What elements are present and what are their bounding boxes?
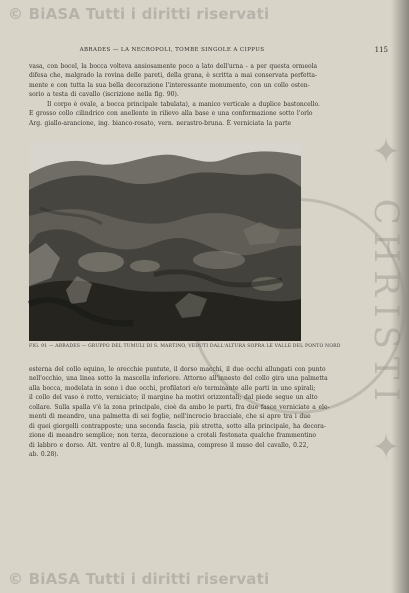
watermark-top: © BiASA Tutti i diritti riservati [8,5,270,23]
stone-mound [130,260,160,272]
text-line: di labbro e dorso. Alt. ventre al 0.8, lungh. massima, compreso il muso del cavallo, 0.22, [29,441,309,449]
text-line: ab. 0.28). [29,451,59,459]
text-line: vasa, con bocel, la bocca volteva ansiosamente poco a lato dell'urna - a per questa ormeola [29,63,318,70]
text-line: menti di meandro, una palmetta di sei foglie, nell'incrocio bracciale, che si apre tra i due [29,413,311,421]
body-text-top [29,62,320,128]
running-header [58,47,396,57]
text-line: esterna del collo equino, le orecchie puntute, il dorso macchi, il due occhi allungati con punto [29,366,326,373]
watermark-bottom: © BiASA Tutti i diritti riservati [8,570,270,588]
landscape-photograph [29,142,301,341]
text-line: difesa che, malgrado la rovina delle pareti, della grana, è scritta a mai conservata perfetta- [29,72,318,80]
text-line: mente e con tutta la sua bella decorazione l'interessante monumento, con un collo osten- [29,81,310,89]
stone-mound [78,252,124,272]
text-line: Arg. giallo-arancione, ing. bianco-rosato, vern. nerastro-bruna. È verniciata la parte [29,119,292,127]
text-line: Il corpo è ovale, a bocca principale tabulata), a manico verticale a duplice bastoncello. [47,100,320,108]
text-line: sorio a testa di cavallo (iscrizione nella fig. 90). [29,91,179,99]
text-line: nell'occhio, una linea sotto la mascella inferiore. Attorno all'innesto del collo gira una palmetta [29,375,328,383]
stone-mound [193,251,245,269]
text-line: il collo del vaso è rotto, verniciato; il margine ha motivi orizzontali; dal piede segue un alto [29,394,318,402]
running-title: ABRADES — LA NECROPOLI, TOMBE SINGOLE A CIPPUS [79,47,265,53]
library-seal-lettering: ✦ CHRISTI ✦ [366,132,406,476]
page-number: 115 [374,46,388,54]
text-line: zione di meandro semplice; non terza, decorazione a crotali festonata qualche frammentino [29,432,317,440]
photo-scene [29,142,301,341]
text-line: collare. Sulla spalla v'è la zona principale, cioè da ambo le parti, fra due fasce verniciate a ele- [29,403,330,411]
figure-caption: FIG. 91 — ABRADES — GRUPPO DEL TUMULI DI S. MARTINO, VEDUTI DALL'ALTURA SOPRA LE VALLE DEL PONTO NORD [29,344,341,349]
text-line: alla bocca, modelata in sono i due occhi, profilatori e/o terminante alle parti in uno spirali; [29,384,316,392]
body-text-bottom [29,365,330,460]
text-line: di quei giorgelli contrapposte; una seconda fascia, più stretta, sotto alla principale, ha decora- [29,422,326,430]
text-line: E grosso collo cilindrico con anellente in rilievo alla base e una conformazione sotto l'orlo [29,110,313,118]
